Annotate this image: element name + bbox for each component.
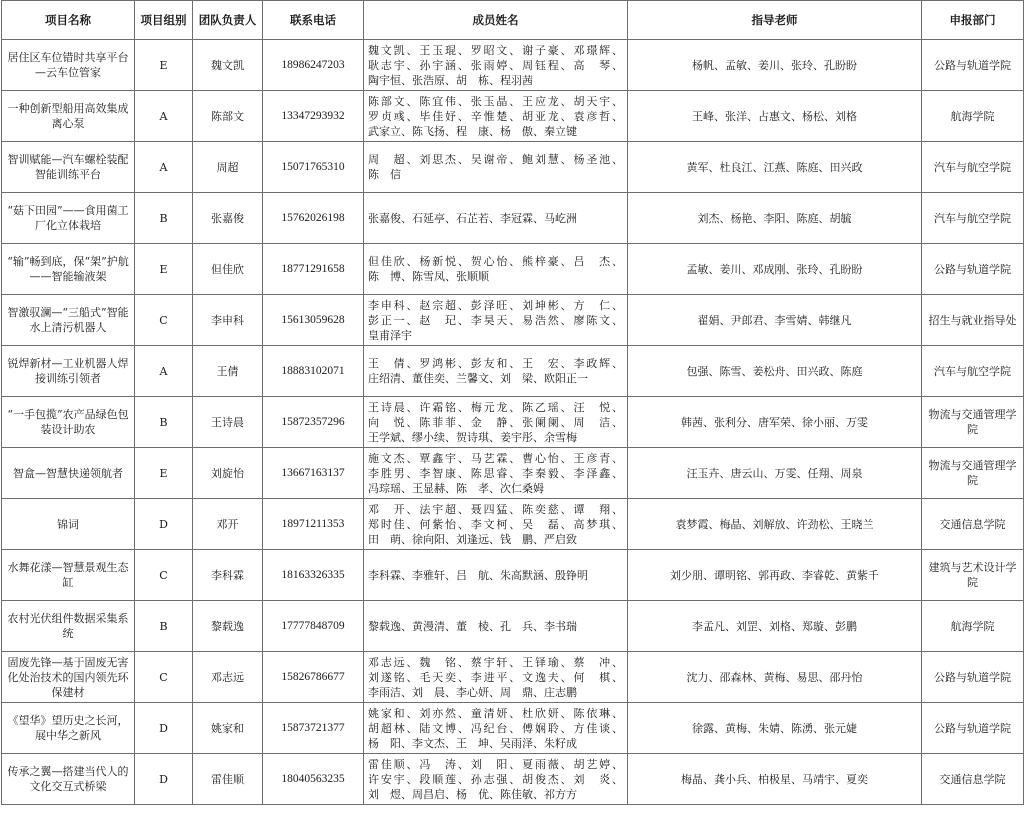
- project-name-cell: 水舞花漾—智慧景观生态缸: [2, 550, 135, 601]
- phone-cell: 15826786677: [263, 652, 364, 703]
- group-cell: E: [135, 244, 193, 295]
- member-line: 姚家和、刘亦然、童清妍、杜欣妍、陈依琳、: [368, 706, 623, 720]
- advisors-cell: 袁梦霞、梅晶、刘解放、许劲松、王晓兰: [628, 499, 922, 550]
- members-cell: [364, 448, 628, 499]
- phone-cell: 13347293932: [263, 91, 364, 142]
- phone-cell: 18040563235: [263, 754, 364, 805]
- project-name-cell: 农村光伏组件数据采集系统: [2, 601, 135, 652]
- department-cell: 公路与轨道学院: [922, 244, 1024, 295]
- table-row: [2, 295, 1024, 346]
- advisors-cell: 包强、陈雪、姜松舟、田兴政、陈庭: [628, 346, 922, 397]
- project-name-cell: 固废先锋—基于固废无害化处治技术的国内领先环保建材: [2, 652, 135, 703]
- advisors-cell: 韩茜、张利分、唐军荣、徐小丽、万雯: [628, 397, 922, 448]
- phone-cell: 18971211353: [263, 499, 364, 550]
- member-line: 李申科、赵宗超、彭泽旺、刘坤彬、方 仁、: [368, 298, 623, 312]
- leader-cell: 周超: [193, 142, 263, 193]
- col-header-group: 项目组别: [135, 1, 193, 40]
- group-cell: E: [135, 40, 193, 91]
- member-line: 王学斌、缪小续、贺诗琪、姜宇彤、余雪梅: [368, 430, 577, 444]
- advisors-cell: 王峰、张洋、占惠文、杨松、刘格: [628, 91, 922, 142]
- phone-cell: 15872357296: [263, 397, 364, 448]
- department-cell: 物流与交通管理学院: [922, 397, 1024, 448]
- project-name-cell: 智盒—智慧快递领航者: [2, 448, 135, 499]
- project-name-cell: “菇下田园”——食用菌工厂化立体栽培: [2, 193, 135, 244]
- project-name-cell: 《望华》望历史之长河，展中华之新风: [2, 703, 135, 754]
- table-row: [2, 91, 1024, 142]
- member-line: 庄绍清、董佳奕、兰馨文、刘 梁、欧阳正一: [368, 372, 588, 385]
- phone-cell: 18163326335: [263, 550, 364, 601]
- member-line: 陶宇恒、张浩原、胡 栋、程羽茜: [368, 73, 533, 87]
- project-name-cell: 锦词: [2, 499, 135, 550]
- project-name-cell: “输”畅到底，保“架”护航——智能输液架: [2, 244, 135, 295]
- member-line: 陈部文、陈宜伟、张玉晶、王应龙、胡天宇、: [368, 94, 623, 108]
- project-name-cell: 一种创新型船用高效集成离心泵: [2, 91, 135, 142]
- member-line: 杨 阳、李文杰、王 坤、吴雨泽、朱籽成: [368, 736, 577, 750]
- member-line: 胡超林、陆文博、冯纪台、傅娴聆、方佳谈、: [368, 721, 623, 735]
- col-header-advisors: 指导老师: [628, 1, 922, 40]
- member-line: 邓 开、法宇超、聂四猛、陈奕慈、谭 翔、: [368, 502, 623, 516]
- group-cell: C: [135, 652, 193, 703]
- advisors-cell: 杨帆、孟敏、姜川、张玲、孔盼盼: [628, 40, 922, 91]
- member-line: 皇甫泽宇: [368, 328, 412, 342]
- table-row: [2, 193, 1024, 244]
- table-row: [2, 601, 1024, 652]
- leader-cell: 雷佳顺: [193, 754, 263, 805]
- advisors-cell: 沈力、邵森林、黄梅、易思、邵丹怡: [628, 652, 922, 703]
- member-line: 施文杰、覃鑫宇、马艺霖、曹心怡、王彦青、: [368, 451, 623, 465]
- group-cell: A: [135, 91, 193, 142]
- group-cell: A: [135, 142, 193, 193]
- member-line: 雷佳顺、冯 涛、刘 阳、夏雨薇、胡艺婷、: [368, 757, 623, 771]
- phone-cell: 15071765310: [263, 142, 364, 193]
- leader-cell: 但佳欣: [193, 244, 263, 295]
- members-cell: [364, 499, 628, 550]
- department-cell: 招生与就业指导处: [922, 295, 1024, 346]
- leader-cell: 魏文凯: [193, 40, 263, 91]
- leader-cell: 姚家和: [193, 703, 263, 754]
- advisors-cell: 梅晶、龚小兵、柏极星、马靖宇、夏奕: [628, 754, 922, 805]
- leader-cell: 邓志远: [193, 652, 263, 703]
- member-line: 陈 博、陈雪凤、张顺顺: [368, 270, 489, 283]
- leader-cell: 李申科: [193, 295, 263, 346]
- member-line: 冯琮瑶、王显赫、陈 孝、次仁桑姆: [368, 481, 544, 495]
- header-row: [2, 1, 1024, 40]
- department-cell: 交通信息学院: [922, 754, 1024, 805]
- table-row: [2, 499, 1024, 550]
- member-line: 王 倩、罗鸿彬、彭友和、王 宏、李政辉、: [368, 357, 623, 370]
- table-row: [2, 703, 1024, 754]
- table-row: [2, 448, 1024, 499]
- phone-cell: 15762026198: [263, 193, 364, 244]
- group-cell: B: [135, 397, 193, 448]
- leader-cell: 王诗晨: [193, 397, 263, 448]
- project-name-cell: 智激驭澜—“三船式”智能水上清污机器人: [2, 295, 135, 346]
- members-cell: [364, 601, 628, 652]
- project-name-cell: 锐焊新材—工业机器人焊接训练引领者: [2, 346, 135, 397]
- advisors-cell: 徐露、黄梅、朱婧、陈湧、张元婕: [628, 703, 922, 754]
- leader-cell: 黎载逸: [193, 601, 263, 652]
- members-cell: [364, 193, 628, 244]
- department-cell: 航海学院: [922, 91, 1024, 142]
- phone-cell: 15873721377: [263, 703, 364, 754]
- project-name-cell: “一手包揽”农产品绿色包装设计助农: [2, 397, 135, 448]
- table-body: [2, 40, 1024, 805]
- table-row: [2, 346, 1024, 397]
- members-cell: [364, 703, 628, 754]
- advisors-cell: 刘杰、杨艳、李阳、陈庭、胡毓: [628, 193, 922, 244]
- department-cell: 公路与轨道学院: [922, 40, 1024, 91]
- member-line: 郑时佳、何紫怡、李文柯、吴 磊、高梦琪、: [368, 517, 623, 531]
- leader-cell: 陈部文: [193, 91, 263, 142]
- phone-cell: 18986247203: [263, 40, 364, 91]
- leader-cell: 刘旋怡: [193, 448, 263, 499]
- members-cell: [364, 40, 628, 91]
- table-row: [2, 754, 1024, 805]
- members-cell: [364, 550, 628, 601]
- members-cell: [364, 652, 628, 703]
- member-line: 周 超、刘思杰、吴谢帝、鲍刘慧、杨圣池、: [368, 153, 623, 166]
- member-line: 刘遂铭、毛天奕、李进平、文逸夫、何 棋、: [368, 670, 623, 684]
- member-line: 陈 信: [368, 168, 401, 181]
- project-name-cell: 传承之翼—搭建当代人的文化交互式桥梁: [2, 754, 135, 805]
- table-row: [2, 652, 1024, 703]
- member-line: 但佳欣、杨新悦、贺心怡、熊梓豪、吕 杰、: [368, 255, 623, 268]
- group-cell: D: [135, 499, 193, 550]
- members-cell: [364, 244, 628, 295]
- advisors-cell: 汪玉卉、唐云山、万雯、任翔、周泉: [628, 448, 922, 499]
- leader-cell: 李科霖: [193, 550, 263, 601]
- table-row: [2, 397, 1024, 448]
- advisors-cell: 李孟凡、刘罡、刘格、郑璇、彭鹏: [628, 601, 922, 652]
- member-line: 耿志宇、孙宇涵、张雨婷、周钰程、高 琴、: [368, 58, 623, 72]
- member-line: 许安宇、段顺莲、孙志强、胡俊杰、刘 炎、: [368, 772, 623, 786]
- member-line: 武家立、陈飞扬、程 康、杨 傲、秦立键: [368, 124, 577, 138]
- phone-cell: 17777848709: [263, 601, 364, 652]
- department-cell: 建筑与艺术设计学院: [922, 550, 1024, 601]
- members-cell: [364, 397, 628, 448]
- member-line: 邓志远、魏 铭、蔡宇轩、王铎瑜、蔡 冲、: [368, 655, 623, 669]
- members-cell: [364, 754, 628, 805]
- member-line: 王诗晨、许霜铭、梅元龙、陈乙瑶、汪 悦、: [368, 400, 623, 414]
- department-cell: 航海学院: [922, 601, 1024, 652]
- member-line: 彭正一、赵 玘、李昊天、易浩然、廖陈文、: [368, 313, 623, 327]
- advisors-cell: 刘少朋、谭明铭、郭再政、李睿乾、黄紫千: [628, 550, 922, 601]
- member-line: 刘 煜、周昌启、杨 优、陈佳敏、祁方方: [368, 787, 577, 801]
- project-table: [1, 0, 1024, 805]
- member-line: 黎载逸、黄漫清、董 棱、孔 兵、李书瑞: [368, 619, 577, 633]
- member-line: 罗贞彧、毕佳妤、辛惟楚、胡亚龙、袁彦哲、: [368, 109, 623, 123]
- project-name-cell: 智训赋能—汽车螺栓装配智能训练平台: [2, 142, 135, 193]
- members-cell: [364, 346, 628, 397]
- department-cell: 公路与轨道学院: [922, 703, 1024, 754]
- project-name-cell: 居住区车位错时共享平台—云车位管家: [2, 40, 135, 91]
- member-line: 田 萌、徐向阳、刘逢远、钱 鹏、严启致: [368, 532, 577, 546]
- group-cell: B: [135, 193, 193, 244]
- members-cell: [364, 295, 628, 346]
- members-cell: [364, 142, 628, 193]
- col-header-project-name: 项目名称: [2, 1, 135, 40]
- department-cell: 公路与轨道学院: [922, 652, 1024, 703]
- advisors-cell: 孟敏、姜川、邓成刚、张玲、孔盼盼: [628, 244, 922, 295]
- advisors-cell: 黄军、杜良江、江燕、陈庭、田兴政: [628, 142, 922, 193]
- table-row: [2, 142, 1024, 193]
- phone-cell: 15613059628: [263, 295, 364, 346]
- group-cell: C: [135, 550, 193, 601]
- table-row: [2, 40, 1024, 91]
- group-cell: D: [135, 703, 193, 754]
- department-cell: 汽车与航空学院: [922, 193, 1024, 244]
- member-line: 李胜男、李智康、陈思睿、李秦毅、李泽鑫、: [368, 466, 623, 480]
- department-cell: 交通信息学院: [922, 499, 1024, 550]
- member-line: 张嘉俊、石延亭、石芷若、李冠霖、马屹洲: [368, 211, 577, 225]
- group-cell: B: [135, 601, 193, 652]
- phone-cell: 13667163137: [263, 448, 364, 499]
- group-cell: C: [135, 295, 193, 346]
- col-header-leader: 团队负责人: [193, 1, 263, 40]
- col-header-phone: 联系电话: [263, 1, 364, 40]
- department-cell: 汽车与航空学院: [922, 142, 1024, 193]
- member-line: 李雨洁、刘 晨、李心妍、周 鼎、庄志鹏: [368, 685, 577, 699]
- leader-cell: 王倩: [193, 346, 263, 397]
- group-cell: D: [135, 754, 193, 805]
- group-cell: A: [135, 346, 193, 397]
- department-cell: 汽车与航空学院: [922, 346, 1024, 397]
- member-line: 魏文凯、王玉琨、罗昭文、谢子豪、邓璟辉、: [368, 43, 623, 57]
- table-row: [2, 550, 1024, 601]
- group-cell: E: [135, 448, 193, 499]
- leader-cell: 张嘉俊: [193, 193, 263, 244]
- phone-cell: 18771291658: [263, 244, 364, 295]
- member-line: 李科霖、李雅轩、吕 航、朱高默涵、殷铮明: [368, 568, 588, 582]
- department-cell: 物流与交通管理学院: [922, 448, 1024, 499]
- leader-cell: 邓开: [193, 499, 263, 550]
- phone-cell: 18883102071: [263, 346, 364, 397]
- col-header-department: 申报部门: [922, 1, 1024, 40]
- table-row: [2, 244, 1024, 295]
- members-cell: [364, 91, 628, 142]
- advisors-cell: 翟娟、尹郎君、李雪婧、韩继凡: [628, 295, 922, 346]
- col-header-members: 成员姓名: [364, 1, 628, 40]
- member-line: 向 悦、陈菲菲、金 静、张阑阑、周 洁、: [368, 415, 623, 429]
